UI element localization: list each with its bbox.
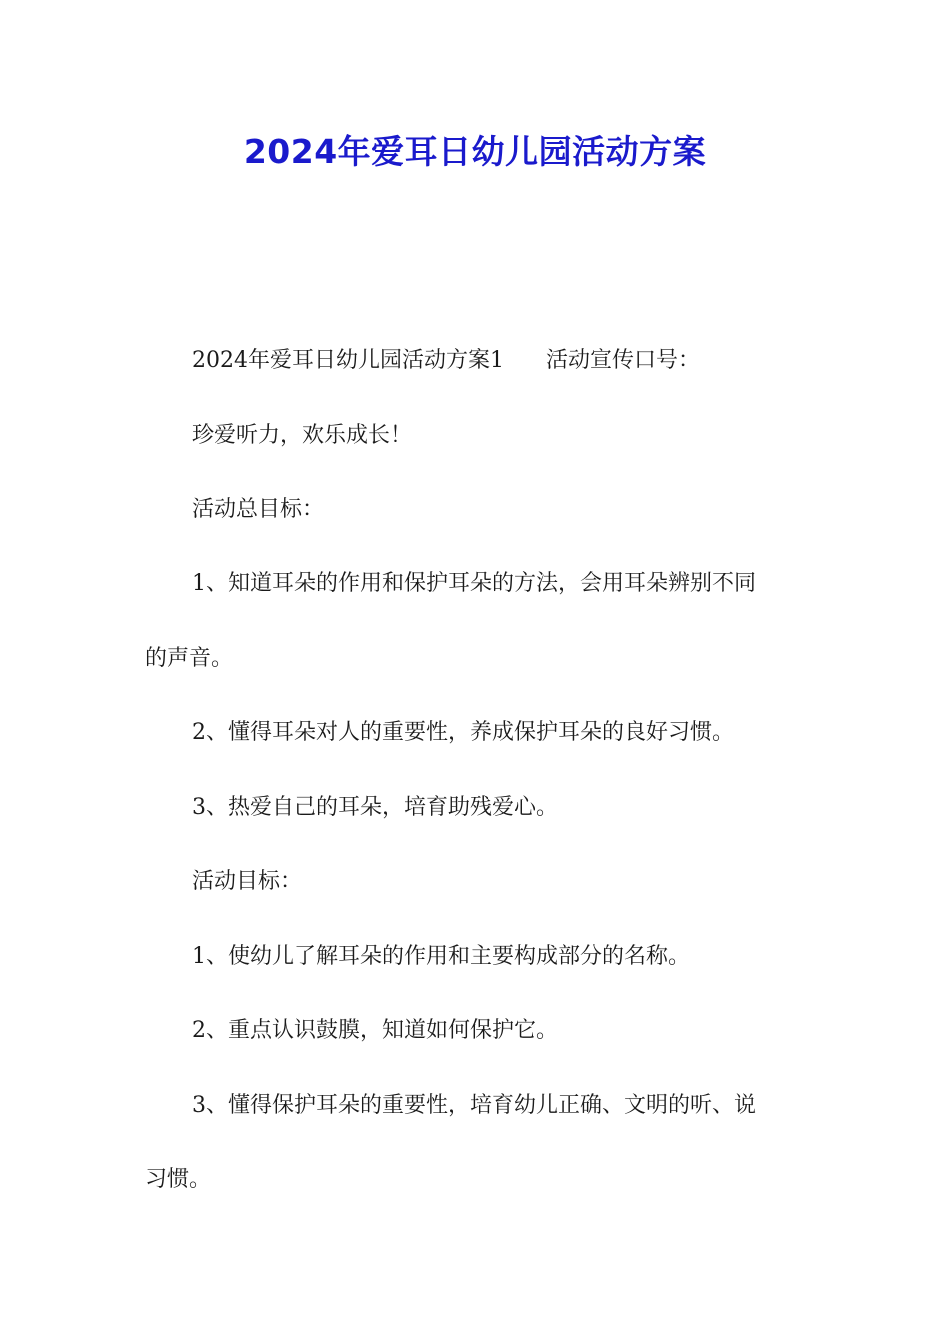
goal-item-3-line2: 习惯。 [145,1167,212,1192]
overall-goals-heading: 活动总目标： [192,497,325,522]
overall-goal-item-1-line1: 1、知道耳朵的作用和保护耳朵的方法，会用耳朵辨别不同 [192,571,756,596]
slogan-text: 珍爱听力，欢乐成长！ [192,423,413,448]
document-title: 2024年爱耳日幼儿园活动方案 [243,132,707,171]
overall-goal-item-3: 3、热爱自己的耳朵，培育助残爱心。 [192,795,558,820]
overall-goal-item-1-line2: 的声音。 [145,646,234,671]
goal-item-2: 2、重点认识鼓膜，知道如何保护它。 [192,1018,558,1043]
header-line [192,346,872,376]
slogan-label: 活动宣传口号： [546,348,701,373]
overall-goal-item-2: 2、懂得耳朵对人的重要性，养成保护耳朵的良好习惯。 [192,720,734,745]
goals-heading: 活动目标： [192,869,303,894]
goal-item-1: 1、使幼儿了解耳朵的作用和主要构成部分的名称。 [192,944,690,969]
goal-item-3-line1: 3、懂得保护耳朵的重要性，培育幼儿正确、文明的听、说 [192,1093,756,1118]
plan-heading: 2024年爱耳日幼儿园活动方案1 [192,348,504,373]
